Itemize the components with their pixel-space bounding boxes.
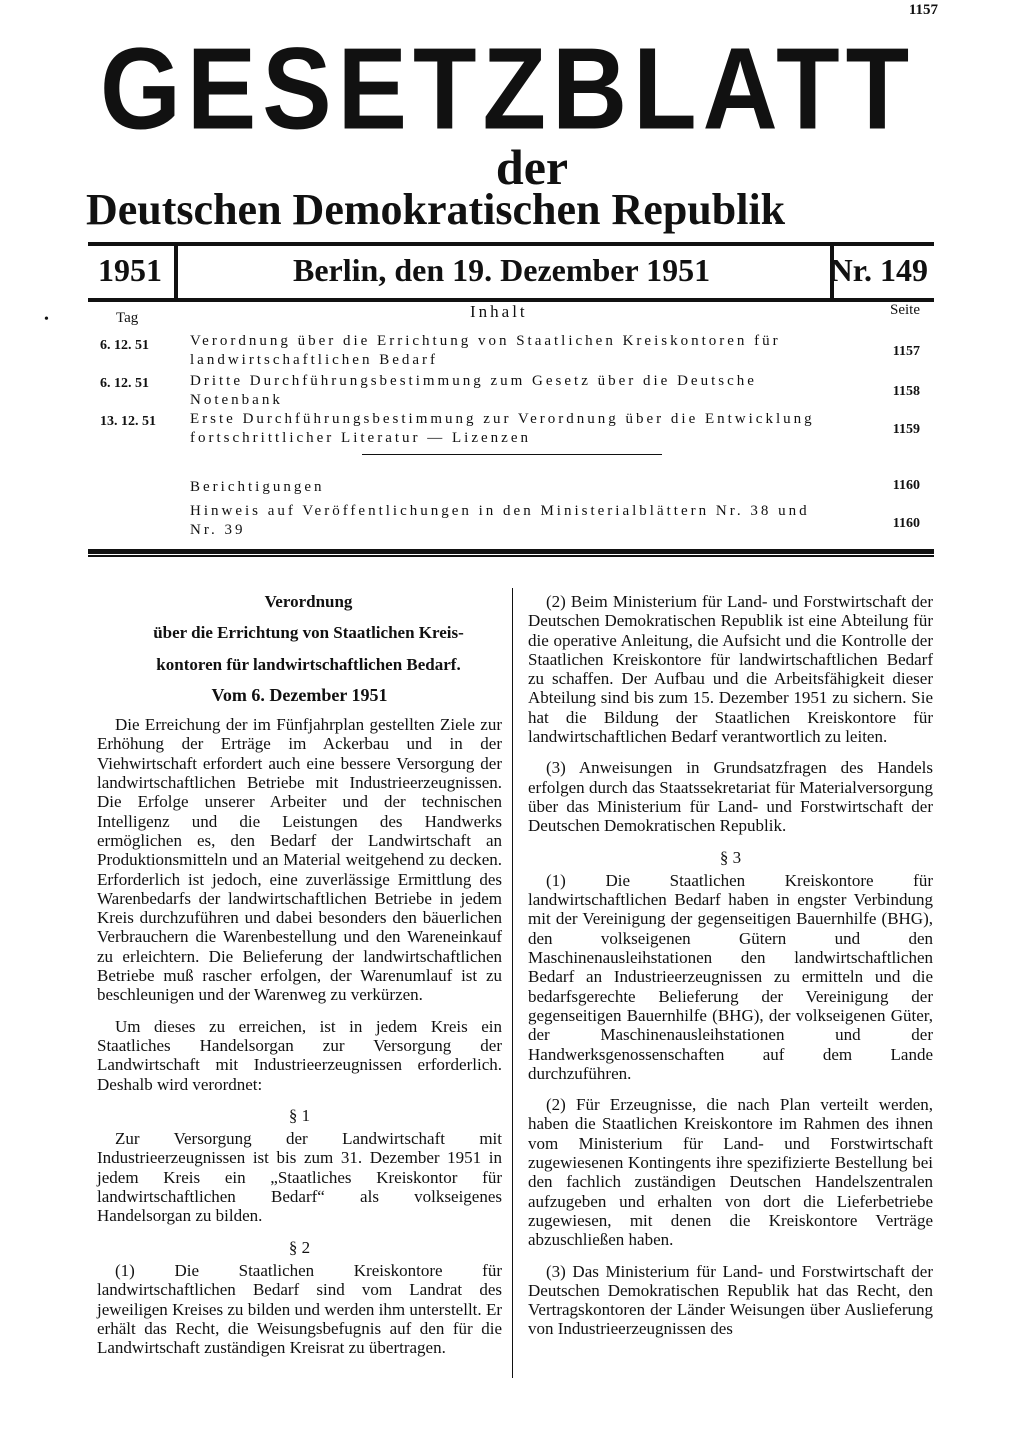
section-title: § 1 bbox=[288, 1105, 311, 1125]
issue-year: 1951 bbox=[98, 252, 162, 288]
decree-heading-line: über die Errichtung von Staatlichen Kreis- bbox=[153, 623, 464, 643]
toc-col-seite: Seite bbox=[890, 302, 920, 318]
margin-dot: • bbox=[44, 312, 49, 327]
toc-entry-page: 1159 bbox=[892, 422, 920, 437]
preamble-paragraph: Die Erreichung der im Fünfjahrplan gestellten Ziele zur Erhöhung der Erträge im Ackerbau und in der Viehwirtschaft erfordert auch eine bessere Versorgung der landwirtschaftlichen Betriebe mit Industrieerzeugnissen. Die Erfolge unserer Arbeiter und der technischen Intelligenz und die Leistungen des Handwerks ermöglichen es, den Bedarf der Landwirtschaft an Produktionsmitteln und an Material weitgehend zu decken. Erforderlich ist jedoch, eine zuverlässige Ermittlung des Warenbedarfs der landwirtschaftlichen Betriebe in jedem Kreis durchzuführen und dabei besonders den bäuerlichen Verbrauchern die Warenbestellung und den Wareneinkauf zu erleichtern. Die Belieferung der landwirtschaftlichen Betriebe muß rascher erfolgen, der Warenumlauf ist zu beschleunigen und der Warenweg zu verkürzen. bbox=[97, 715, 502, 1005]
toc-extra-page: 1160 bbox=[892, 516, 920, 531]
toc-entry-text: Erste Durchführungsbestimmung zur Verordnung über die Entwicklung fortschrittlicher Literatur — Lizenzen bbox=[190, 411, 815, 446]
column-divider bbox=[512, 588, 513, 1378]
decree-heading-line: Verordnung bbox=[264, 592, 353, 611]
section-title: § 3 bbox=[719, 847, 742, 867]
toc-col-inhalt: Inhalt bbox=[470, 302, 528, 321]
section-paragraph: (2) Beim Ministerium für Land- und Forstwirtschaft der Deutschen Demokratischen Republik ist eine Abteilung für die operative Anleitung, die Aufsicht und die Kontrolle der Staatlichen Kreiskontore für landwirtschaftlichen Bedarf zu schaffen. Der Aufbau und die Arbeitsfähigkeit dieser Abteilung sind bis zum 15. Dezember 1951 zu sichern. Sie hat die Bildung der Staatlichen Kreiskontore für landwirtschaftlichen Bedarf verantwortlich zu leiten. bbox=[528, 592, 933, 747]
toc-entry-date: 13. 12. 51 bbox=[100, 414, 156, 429]
issue-date: Berlin, den 19. Dezember 1951 bbox=[293, 252, 711, 288]
section-paragraph: (3) Das Ministerium für Land- und Forstwirtschaft der Deutschen Demokratischen Republik hat das Recht, den Vertragskontoren der Länder Weisungen über Auslieferung von Industrieerzeugnissen des bbox=[528, 1261, 933, 1339]
gazette-der: der bbox=[495, 139, 569, 195]
section-paragraph: (1) Die Staatlichen Kreiskontore für landwirtschaftlichen Bedarf haben in engster Verbindung mit der Vereinigung der gegenseitigen Bauernhilfe (BHG), den volkseigenen Gütern und den Maschinenausleihstationen den landwirtschaftlichen Bedarf an Industrieerzeugnissen zu ermitteln und die bedarfsgerechte Belieferung der Vereinigung der gegenseitigen Bauernhilfe (BHG), der volkseigenen Güter, der Maschinenausleihstationen und der Handwerksgenossenschaften auf dem Lande durchzuführen. bbox=[528, 870, 933, 1083]
toc-entry-page: 1158 bbox=[892, 384, 920, 399]
toc-divider bbox=[362, 454, 662, 455]
section-title: § 2 bbox=[288, 1237, 311, 1257]
section-paragraph: Zur Versorgung der Landwirtschaft mit Industrieerzeugnissen ist bis zum 31. Dezember 1951 in jedem Kreis ein „Staatliches Kreiskontor für landwirtschaftlichen Bedarf“ als volkseigenes Handelsorgan zu bilden. bbox=[97, 1129, 502, 1226]
header-bottom-rule bbox=[88, 549, 934, 557]
section-paragraph: (2) Für Erzeugnisse, die nach Plan verteilt werden, haben die Staatlichen Kreiskontore im Rahmen des ihnen vom Ministerium für Land- und Forstwirtschaft zugewiesenen Kontingents ihre spezifizierte Bestellung bei den fachlich zuständigen Deutschen Handelszentralen aufzugeben und erhalten von dort die Lieferbetriebe zugewiesen, mit denen die Kreiskontore Verträge abzuschließen haben. bbox=[528, 1095, 933, 1250]
toc-col-tag: Tag bbox=[116, 310, 139, 326]
toc-entry-date: 6. 12. 51 bbox=[100, 338, 149, 353]
issue-number: Nr. 149 bbox=[829, 252, 928, 288]
preamble-paragraph: Um dieses zu erreichen, ist in jedem Kreis ein Staatliches Handelsorgan zur Versorgung der Landwirtschaft mit Industrieerzeugnissen erforderlich. Deshalb wird verordnet: bbox=[97, 1016, 502, 1094]
toc-entry-text: Verordnung über die Errichtung von Staatlichen Kreiskontoren für landwirtschaftlichen Bedarf bbox=[190, 333, 781, 368]
section-paragraph: (3) Anweisungen in Grundsatzfragen des Handels erfolgen durch das Staatssekretariat für Materialversorgung über das Ministerium für Land- und Forstwirtschaft der Deutschen Demokratischen Republik. bbox=[528, 758, 933, 836]
issue-divider bbox=[174, 246, 178, 298]
decree-date: Vom 6. Dezember 1951 bbox=[211, 684, 388, 705]
page-number: 1157 bbox=[908, 2, 938, 18]
decree-heading-line: kontoren für landwirtschaftlichen Bedarf. bbox=[156, 654, 461, 674]
toc-entry-date: 6. 12. 51 bbox=[100, 376, 149, 391]
left-column bbox=[97, 592, 502, 1369]
gazette-title: GESETZBLATT bbox=[100, 24, 916, 155]
decree-heading bbox=[97, 592, 502, 674]
section-paragraph: (1) Die Staatlichen Kreiskontore für landwirtschaftlichen Bedarf sind vom Landrat des jeweiligen Kreises zu bilden und werden ihm unterstellt. Er erhält das Recht, die Weisungsbefugnis auf den für die Landwirtschaft zuständigen Kreisrat zu übertragen. bbox=[97, 1260, 502, 1358]
issue-bar bbox=[88, 242, 934, 302]
right-column bbox=[528, 592, 933, 1351]
toc-extra-text: Berichtigungen bbox=[190, 479, 325, 495]
toc-extra-text: Hinweis auf Veröffentlichungen in den Ministerialblättern Nr. 38 und Nr. 39 bbox=[190, 503, 810, 538]
toc-entry-text: Dritte Durchführungsbestimmung zum Gesetz über die Deutsche Notenbank bbox=[190, 373, 757, 408]
toc-entry-page: 1157 bbox=[892, 344, 920, 359]
gazette-subtitle: Deutschen Demokratischen Republik bbox=[86, 185, 786, 234]
toc-extra-page: 1160 bbox=[892, 478, 920, 493]
